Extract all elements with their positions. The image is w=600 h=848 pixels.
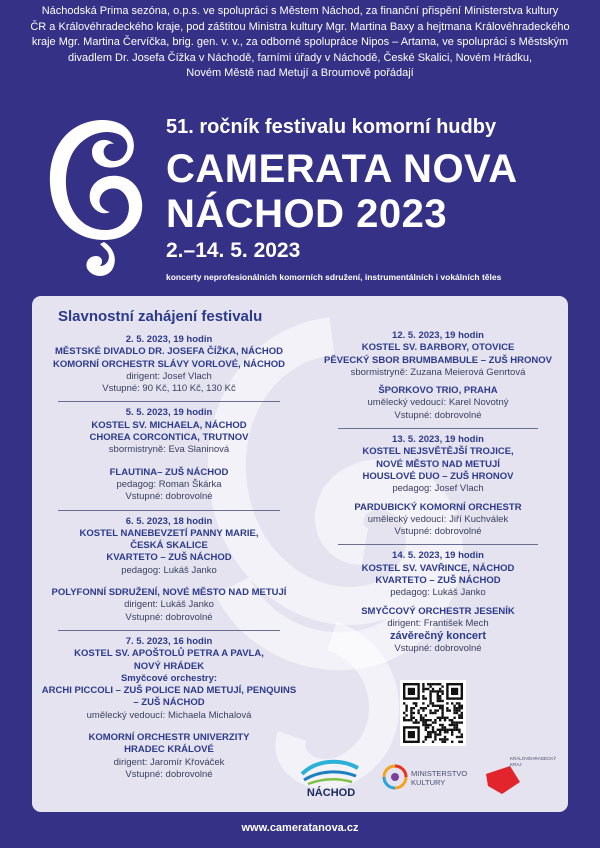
event-date: 14. 5. 2023, 19 hodin bbox=[392, 550, 484, 562]
event-date: 5. 5. 2023, 19 hodin bbox=[125, 407, 213, 419]
event-date: 7. 5. 2023, 16 hodin bbox=[125, 635, 213, 647]
festival-subtitle: koncerty neprofesionálních komorních sdružení, instrumentálních i vokálních těles bbox=[166, 272, 502, 282]
ministry-of-culture-logo bbox=[380, 758, 468, 796]
festival-edition: 51. ročník festivalu komorní hudby bbox=[166, 116, 497, 138]
divider bbox=[338, 428, 538, 429]
event-7-may bbox=[38, 636, 300, 781]
event-entry: Vstupné: dobrovolné bbox=[394, 642, 482, 654]
event-venue: KOSTEL SV. BARBORY, OTOVICE bbox=[361, 342, 515, 354]
event-6-may bbox=[38, 516, 300, 624]
event-5-may bbox=[38, 407, 300, 503]
intro-text bbox=[20, 4, 580, 82]
event-group-label: Smyčcové orchestry: bbox=[120, 672, 218, 684]
festival-title-line1: CAMERATA NOVA bbox=[166, 147, 518, 191]
event-date: 13. 5. 2023, 19 hodin bbox=[392, 434, 484, 446]
event-ensemble: POLYFONNÍ SDRUŽENÍ, NOVÉ MĚSTO NAD METUJÍ bbox=[51, 587, 287, 599]
event-venue: KOSTEL SV. APOŠTOLŮ PETRA A PAVLA, bbox=[74, 648, 264, 660]
divider bbox=[338, 544, 538, 545]
panel-heading: Slavnostní zahájení festivalu bbox=[58, 308, 263, 325]
event-role: umělecký vedoucí: Michaela Michalová bbox=[86, 709, 252, 721]
event-role: sbormistryně: Zuzana Meierová Genrtová bbox=[350, 366, 526, 378]
event-venue: KOSTEL SV. VAVŘINCE, NÁCHOD bbox=[361, 562, 515, 574]
event-entry: Vstupné: dobrovolné bbox=[394, 409, 482, 421]
event-role: pedagog: Lukáš Janko bbox=[121, 564, 217, 576]
event-role: dirigent: Lukáš Janko bbox=[124, 599, 214, 611]
event-entry: Vstupné: dobrovolné bbox=[125, 611, 213, 623]
event-ensemble: HRADEC KRÁLOVÉ bbox=[124, 744, 214, 756]
intro-line: Novém Městě nad Metují a Broumově pořádají bbox=[186, 67, 414, 79]
nachod-logo bbox=[296, 752, 366, 798]
intro-line: ČR a Královéhradeckého kraje, pod záštitou Ministra kultury Mgr. Martina Baxy a hejtmana Královéhradeckého bbox=[30, 20, 570, 33]
event-ensemble: FLAUTINA– ZUŠ NÁCHOD bbox=[109, 466, 229, 478]
right-column bbox=[318, 330, 558, 655]
event-date: 6. 5. 2023, 18 hodin bbox=[125, 515, 213, 527]
event-ensemble: – ZUŠ NÁCHOD bbox=[133, 697, 205, 709]
event-role: dirigent: Josef Vlach bbox=[126, 370, 212, 382]
left-column bbox=[38, 334, 300, 781]
event-ensemble: SMYČCOVÝ ORCHESTR JESENÍK bbox=[361, 605, 515, 617]
ministry-logo-line1: MINISTERSTVO bbox=[411, 769, 468, 778]
kh-logo-line2: KRAJ bbox=[510, 762, 522, 767]
event-venue: MĚSTSKÉ DIVADLO DR. JOSEFA ČÍŽKA, NÁCHOD bbox=[54, 346, 283, 358]
ministry-logo-line2: KULTURY bbox=[411, 778, 446, 787]
festival-logo-clef-icon bbox=[44, 114, 148, 282]
event-entry: Vstupné: 90 Kč, 110 Kč, 130 Kč bbox=[102, 383, 236, 395]
event-ensemble: ARCHI PICCOLI – ZUŠ POLICE NAD METUJÍ, PENQUINS bbox=[41, 685, 297, 697]
event-entry: Vstupné: dobrovolné bbox=[394, 526, 482, 538]
kralovehradecky-kraj-logo bbox=[480, 752, 557, 798]
event-role: umělecký vedoucí: Karel Novotný bbox=[367, 397, 509, 409]
event-ensemble: PARDUBICKÝ KOMORNÍ ORCHESTR bbox=[354, 501, 522, 513]
qr-code-icon bbox=[403, 683, 463, 743]
event-role: pedagog: Roman Škárka bbox=[116, 478, 222, 490]
event-role: dirigent: František Mech bbox=[387, 617, 489, 629]
event-venue: NOVÉ MĚSTO NAD METUJÍ bbox=[376, 458, 500, 470]
event-role: sbormistryně: Eva Slaninová bbox=[108, 444, 230, 456]
event-entry: Vstupné: dobrovolné bbox=[125, 768, 213, 780]
divider bbox=[58, 401, 280, 402]
event-role: pedagog: Josef Vlach bbox=[392, 483, 484, 495]
event-ensemble: ŠPORKOVO TRIO, PRAHA bbox=[378, 385, 498, 397]
event-ensemble: HOUSLOVÉ DUO – ZUŠ HRONOV bbox=[362, 470, 514, 482]
nachod-logo-text: NÁCHOD bbox=[306, 787, 356, 799]
event-ensemble: KVARTETO – ZUŠ NÁCHOD bbox=[106, 552, 232, 564]
event-13-may bbox=[318, 434, 558, 538]
intro-line: divadlem Dr. Josefa Čížka v Náchodě, farními úřady v Náchodě, České Skalici, Novém Hrádku, bbox=[67, 51, 533, 64]
intro-line: Náchodská Prima sezóna, o.p.s. ve spolupráci s Městem Náchod, za finanční přispění Ministerstva kultury bbox=[41, 5, 559, 17]
kh-logo-line1: KRÁLOVÉHRADECKÝ bbox=[510, 756, 557, 761]
festival-title-line2: NÁCHOD 2023 bbox=[166, 192, 448, 236]
divider bbox=[58, 630, 280, 631]
event-role: pedagog: Lukáš Janko bbox=[390, 587, 486, 599]
event-date: 2. 5. 2023, 19 hodin bbox=[125, 334, 213, 345]
event-venue: NOVÝ HRÁDEK bbox=[133, 660, 205, 672]
website-link[interactable]: www.cameratanova.cz bbox=[241, 822, 359, 834]
event-venue: KOSTEL NEJSVĚTĚJŠÍ TROJICE, bbox=[362, 446, 514, 458]
intro-line: kraje Mgr. Martina Červíčka, brig. gen. v. v., za odborné spolupráce Nipos – Artama, ve spolupráci s Městským bbox=[31, 36, 569, 48]
event-ensemble: KOMORNÍ ORCHESTR UNIVERZITY bbox=[88, 732, 250, 744]
event-ensemble: KVARTETO – ZUŠ NÁCHOD bbox=[375, 575, 501, 587]
event-2-may bbox=[38, 334, 300, 395]
event-ensemble: PĚVECKÝ SBOR BRUMBAMBULE – ZUŠ HRONOV bbox=[323, 354, 553, 366]
event-14-may bbox=[318, 550, 558, 654]
event-role: dirigent: Jaromír Křováček bbox=[113, 756, 225, 768]
qr-code[interactable] bbox=[400, 680, 466, 746]
event-date: 12. 5. 2023, 19 hodin bbox=[392, 330, 484, 341]
event-ensemble: CHOREA CORCONTICA, TRUTNOV bbox=[89, 432, 249, 444]
program-panel bbox=[32, 296, 568, 812]
closing-concert-label: závěrečný koncert bbox=[390, 630, 486, 643]
event-ensemble: KOMORNÍ ORCHESTR SLÁVY VORLOVÉ, NÁCHOD bbox=[52, 358, 286, 370]
event-12-may bbox=[318, 330, 558, 422]
event-venue: KOSTEL NANEBEVZETÍ PANNY MARIE, bbox=[79, 527, 259, 539]
event-venue: KOSTEL SV. MICHAELA, NÁCHOD bbox=[91, 419, 247, 431]
event-venue: ČESKÁ SKALICE bbox=[130, 540, 208, 552]
event-role: umělecký vedoucí: Jiří Kuchválek bbox=[367, 513, 509, 525]
festival-dates: 2.–14. 5. 2023 bbox=[166, 239, 301, 262]
event-entry: Vstupné: dobrovolné bbox=[125, 491, 213, 503]
divider bbox=[58, 510, 280, 511]
